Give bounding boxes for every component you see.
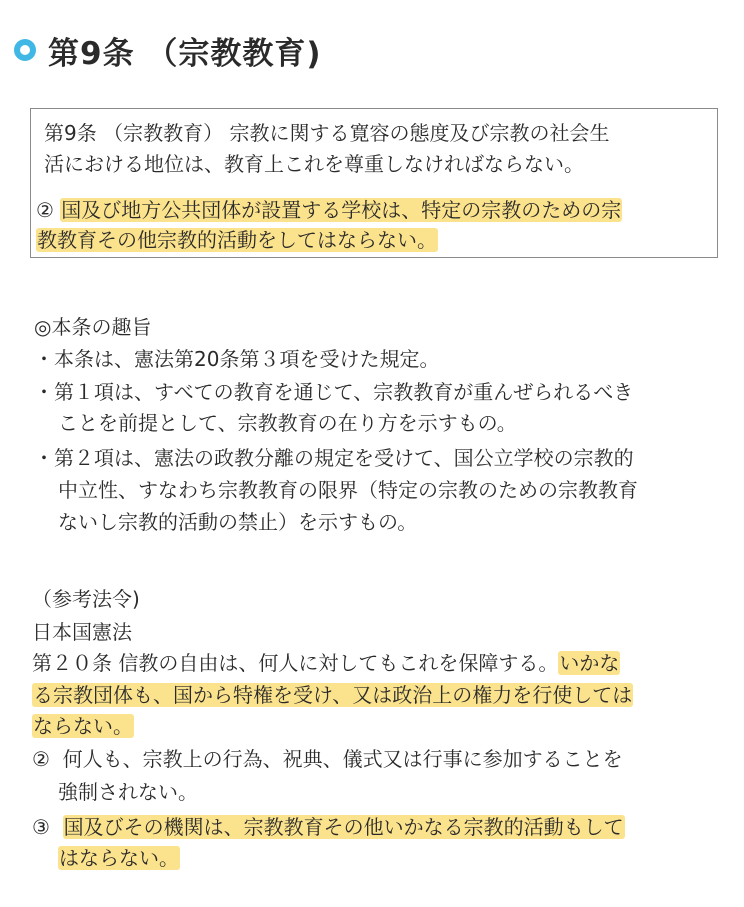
article-item-2-line-1 <box>36 195 622 225</box>
article-line-1: 第9条 （宗教教育） 宗教に関する寛容の態度及び宗教の社会生 <box>44 121 610 145</box>
highlighted-text: はならない。 <box>59 846 179 870</box>
article-20-text: 第２０条 信教の自由は、何人に対してもこれを保障する。 <box>32 651 559 675</box>
circled-number-3: ③ <box>32 815 50 839</box>
reference-label: （参考法令) <box>32 587 140 611</box>
purpose-bullet-3-line-1: ・第２項は、憲法の政教分離の規定を受けて、国公立学校の宗教的 <box>34 446 634 470</box>
circled-number-2: ② <box>36 198 54 222</box>
article-20-item-2-line-2: 強制されない。 <box>58 780 198 804</box>
article-20-item-3-line-2 <box>58 843 180 873</box>
circled-number-2: ② <box>32 747 50 771</box>
article-item-2-line-2 <box>36 225 438 255</box>
purpose-bullet-3-line-2: 中立性、すなわち宗教教育の限界（特定の宗教のための宗教教育 <box>58 478 638 502</box>
purpose-bullet-3-line-3: ないし宗教的活動の禁止）を示すもの。 <box>58 510 418 534</box>
article-20-item-3-line-1 <box>32 812 625 842</box>
article-20-line-2 <box>32 680 633 710</box>
highlighted-text: 国及び地方公共団体が設置する学校は、特定の宗教のための宗 <box>61 198 622 222</box>
highlighted-text: ならない。 <box>33 714 133 738</box>
article-20-line-1 <box>32 648 620 678</box>
highlighted-text: 教教育その他宗教的活動をしてはならない。 <box>37 228 437 252</box>
law-name: 日本国憲法 <box>32 620 132 644</box>
purpose-bullet-2-line-2: ことを前提として、宗教教育の在り方を示すもの。 <box>58 411 517 435</box>
article-line-2: 活における地位は、教育上これを尊重しなければならない。 <box>44 152 584 176</box>
article-20-item-2-line-1 <box>32 744 623 774</box>
circle-bullet-icon <box>14 39 36 61</box>
highlighted-text: る宗教団体も、国から特権を受け、又は政治上の権力を行使しては <box>33 683 633 707</box>
highlighted-text: 国及びその機関は、宗教教育その他いかなる宗教的活動もして <box>63 815 624 839</box>
highlighted-text: いかな <box>559 651 620 675</box>
section-heading <box>14 26 322 74</box>
purpose-heading: ◎本条の趣旨 <box>34 315 152 339</box>
purpose-bullet-1: ・本条は、憲法第20条第３項を受けた規定。 <box>34 347 440 371</box>
item-2-text: 何人も、宗教上の行為、祝典、儀式又は行事に参加することを <box>62 747 623 771</box>
purpose-bullet-2-line-1: ・第１項は、すべての教育を通じて、宗教教育が重んぜられるべき <box>34 380 634 404</box>
article-20-line-3 <box>32 711 134 741</box>
page-title: 第9条 （宗教教育) <box>48 35 322 72</box>
